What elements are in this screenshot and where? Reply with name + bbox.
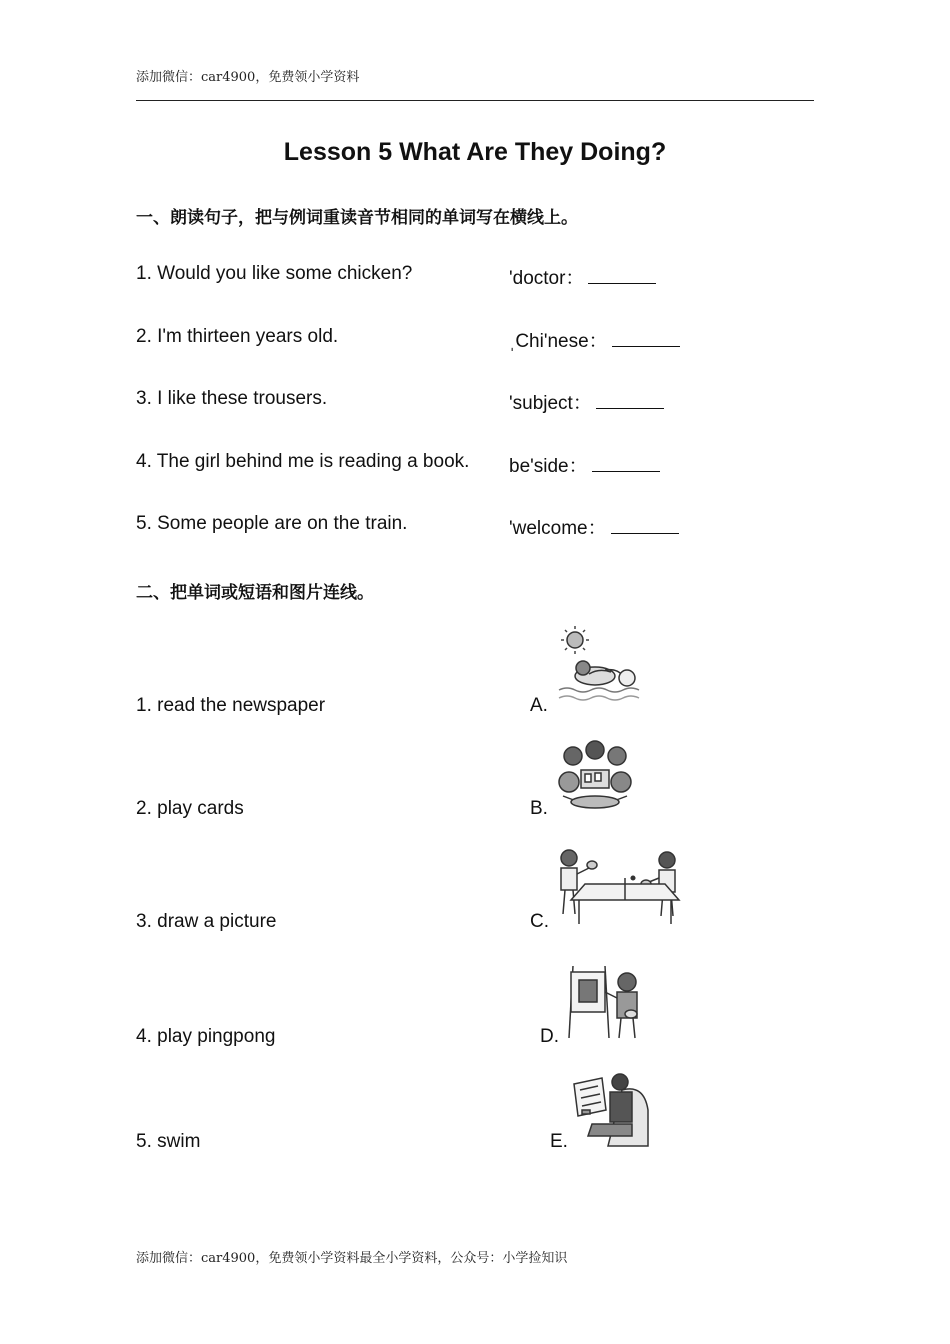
footer-note: 添加微信：car4900，免费领小学资料最全小学资料，公众号：小学捡知识	[136, 1251, 568, 1266]
phrase-3[interactable]: 3. draw a picture	[136, 911, 277, 932]
option-a-letter: A.	[530, 695, 548, 716]
option-c-letter: C.	[530, 911, 549, 932]
phrase-2[interactable]: 2. play cards	[136, 798, 244, 819]
child-painting-easel-icon[interactable]	[565, 962, 645, 1042]
example-word-5	[509, 513, 679, 540]
answer-blank-4[interactable]	[592, 453, 660, 472]
phrase-4[interactable]: 4. play pingpong	[136, 1026, 276, 1047]
option-b-letter: B.	[530, 798, 548, 819]
page-title: Lesson 5 What Are They Doing?	[283, 138, 667, 166]
phrase-5[interactable]: 5. swim	[136, 1131, 201, 1152]
answer-blank-1[interactable]	[588, 265, 656, 284]
section2-heading: 二、把单词或短语和图片连线。	[136, 583, 374, 602]
answer-blank-2[interactable]	[612, 328, 680, 347]
sentence-4: 4. The girl behind me is reading a book.	[136, 451, 470, 472]
example-word-label: 'welcome：	[509, 518, 607, 539]
swimming-child-icon[interactable]	[555, 624, 645, 708]
example-word-label: ˌChi'nese：	[509, 331, 608, 352]
answer-blank-3[interactable]	[596, 390, 664, 409]
example-word-label: 'subject：	[509, 393, 592, 414]
sentence-1: 1. Would you like some chicken?	[136, 263, 413, 284]
example-word-label: 'doctor：	[509, 268, 585, 289]
man-reading-newspaper-icon[interactable]	[570, 1070, 652, 1148]
phrase-1[interactable]: 1. read the newspaper	[136, 695, 326, 716]
example-word-2	[509, 326, 680, 353]
answer-blank-5[interactable]	[611, 515, 679, 534]
option-d-letter: D.	[540, 1026, 559, 1047]
example-word-3	[509, 388, 664, 415]
sentence-5: 5. Some people are on the train.	[136, 513, 408, 534]
children-playing-cards-icon[interactable]	[555, 740, 635, 812]
example-word-4	[509, 451, 660, 478]
section1-heading: 一、朗读句子，把与例词重读音节相同的单词写在横线上。	[136, 208, 578, 227]
pingpong-players-icon[interactable]	[555, 848, 690, 928]
sentence-3: 3. I like these trousers.	[136, 388, 328, 409]
header-note: 添加微信：car4900，免费领小学资料	[136, 70, 360, 85]
example-word-label: be'side：	[509, 456, 588, 477]
example-word-1	[509, 263, 656, 290]
header-divider	[136, 100, 814, 101]
option-e-letter: E.	[550, 1131, 568, 1152]
sentence-2: 2. I'm thirteen years old.	[136, 326, 339, 347]
